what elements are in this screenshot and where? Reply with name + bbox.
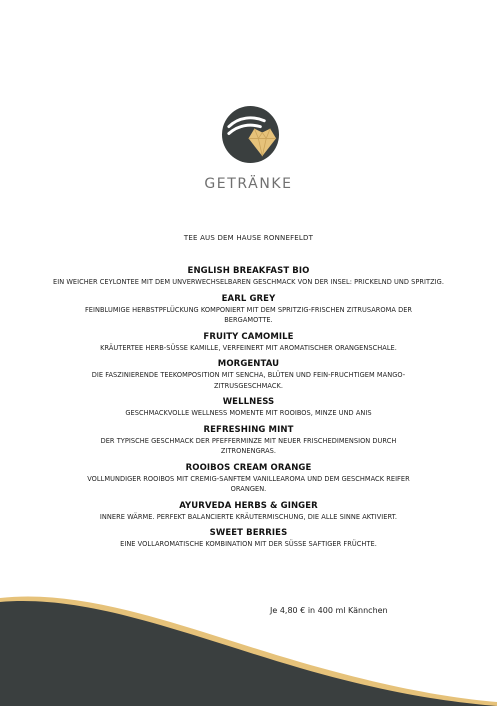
tea-description: EIN WEICHER CEYLONTEE MIT DEM UNVERWECHSELBAREN GESCHMACK VON DER INSEL: PRICKELND UND SPRITZIG. — [53, 278, 444, 286]
price-note: Je 4,80 € in 400 ml Kännchen — [270, 606, 388, 615]
tea-description: VOLLMUNDIGER ROOIBOS MIT CREMIG-SANFTEM VANILLEAROMA UND DEM GESCHMACK REIFER ORANGEN. — [87, 474, 410, 493]
tea-item — [0, 332, 497, 354]
decorative-wave — [0, 570, 497, 706]
tea-item — [0, 294, 497, 326]
tea-description: GESCHMACKVOLLE WELLNESS MOMENTE MIT ROOIBOS, MINZE UND ANIS — [125, 409, 372, 417]
tea-name: REFRESHING MINT — [203, 424, 294, 435]
tea-description: INNERE WÄRME. PERFEKT BALANCIERTE KRÄUTERMISCHUNG, DIE ALLE SINNE AKTIVIERT. — [99, 512, 398, 521]
tea-name: FRUITY CAMOMILE — [203, 331, 294, 342]
tea-description: FEINBLUMIGE HERBSTPFLÜCKUNG KOMPONIERT MIT DEM SPRITZIG-FRISCHEN ZITRUSAROMA DER BERGAMOTTE. — [84, 305, 413, 324]
tea-item — [0, 425, 497, 457]
tea-item — [0, 501, 497, 523]
page-subtitle: TEE AUS DEM HAUSE RONNEFELDT — [183, 234, 314, 242]
tea-item — [0, 359, 497, 391]
tea-name: WELLNESS — [222, 397, 275, 407]
tea-name: ROOIBOS CREAM ORANGE — [185, 462, 312, 473]
tea-item — [0, 528, 497, 550]
tea-description: DER TYPISCHE GESCHMACK DER PFEFFERMINZE MIT NEUER FRISCHEDIMENSION DURCH ZITRONENGRAS. — [100, 436, 397, 455]
tea-item — [0, 463, 497, 495]
tea-description: EINE VOLLAROMATISCHE KOMBINATION MIT DER SÜSSE SAFTIGER FRÜCHTE. — [120, 540, 377, 548]
tea-item — [0, 397, 497, 419]
tea-name: ENGLISH BREAKFAST BIO — [187, 266, 310, 276]
page-title: GETRÄNKE — [204, 176, 293, 192]
tea-item — [0, 266, 497, 288]
gold-heart-logo-icon — [221, 105, 280, 164]
tea-name: SWEET BERRIES — [209, 528, 288, 538]
tea-name: AYURVEDA HERBS & GINGER — [179, 500, 318, 511]
tea-description: KRÄUTERTEE HERB-SÜSSE KAMILLE, VERFEINERT MIT AROMATISCHER ORANGENSCHALE. — [100, 343, 397, 352]
tea-description: DIE FASZINIERENDE TEEKOMPOSITION MIT SENCHA, BLÜTEN UND FEIN-FRUCHTIGEM MANGO-ZITRUSGESCHMACK. — [91, 371, 406, 390]
tea-list — [0, 266, 497, 550]
tea-name: EARL GREY — [221, 293, 276, 304]
tea-name: MORGENTAU — [217, 359, 280, 369]
